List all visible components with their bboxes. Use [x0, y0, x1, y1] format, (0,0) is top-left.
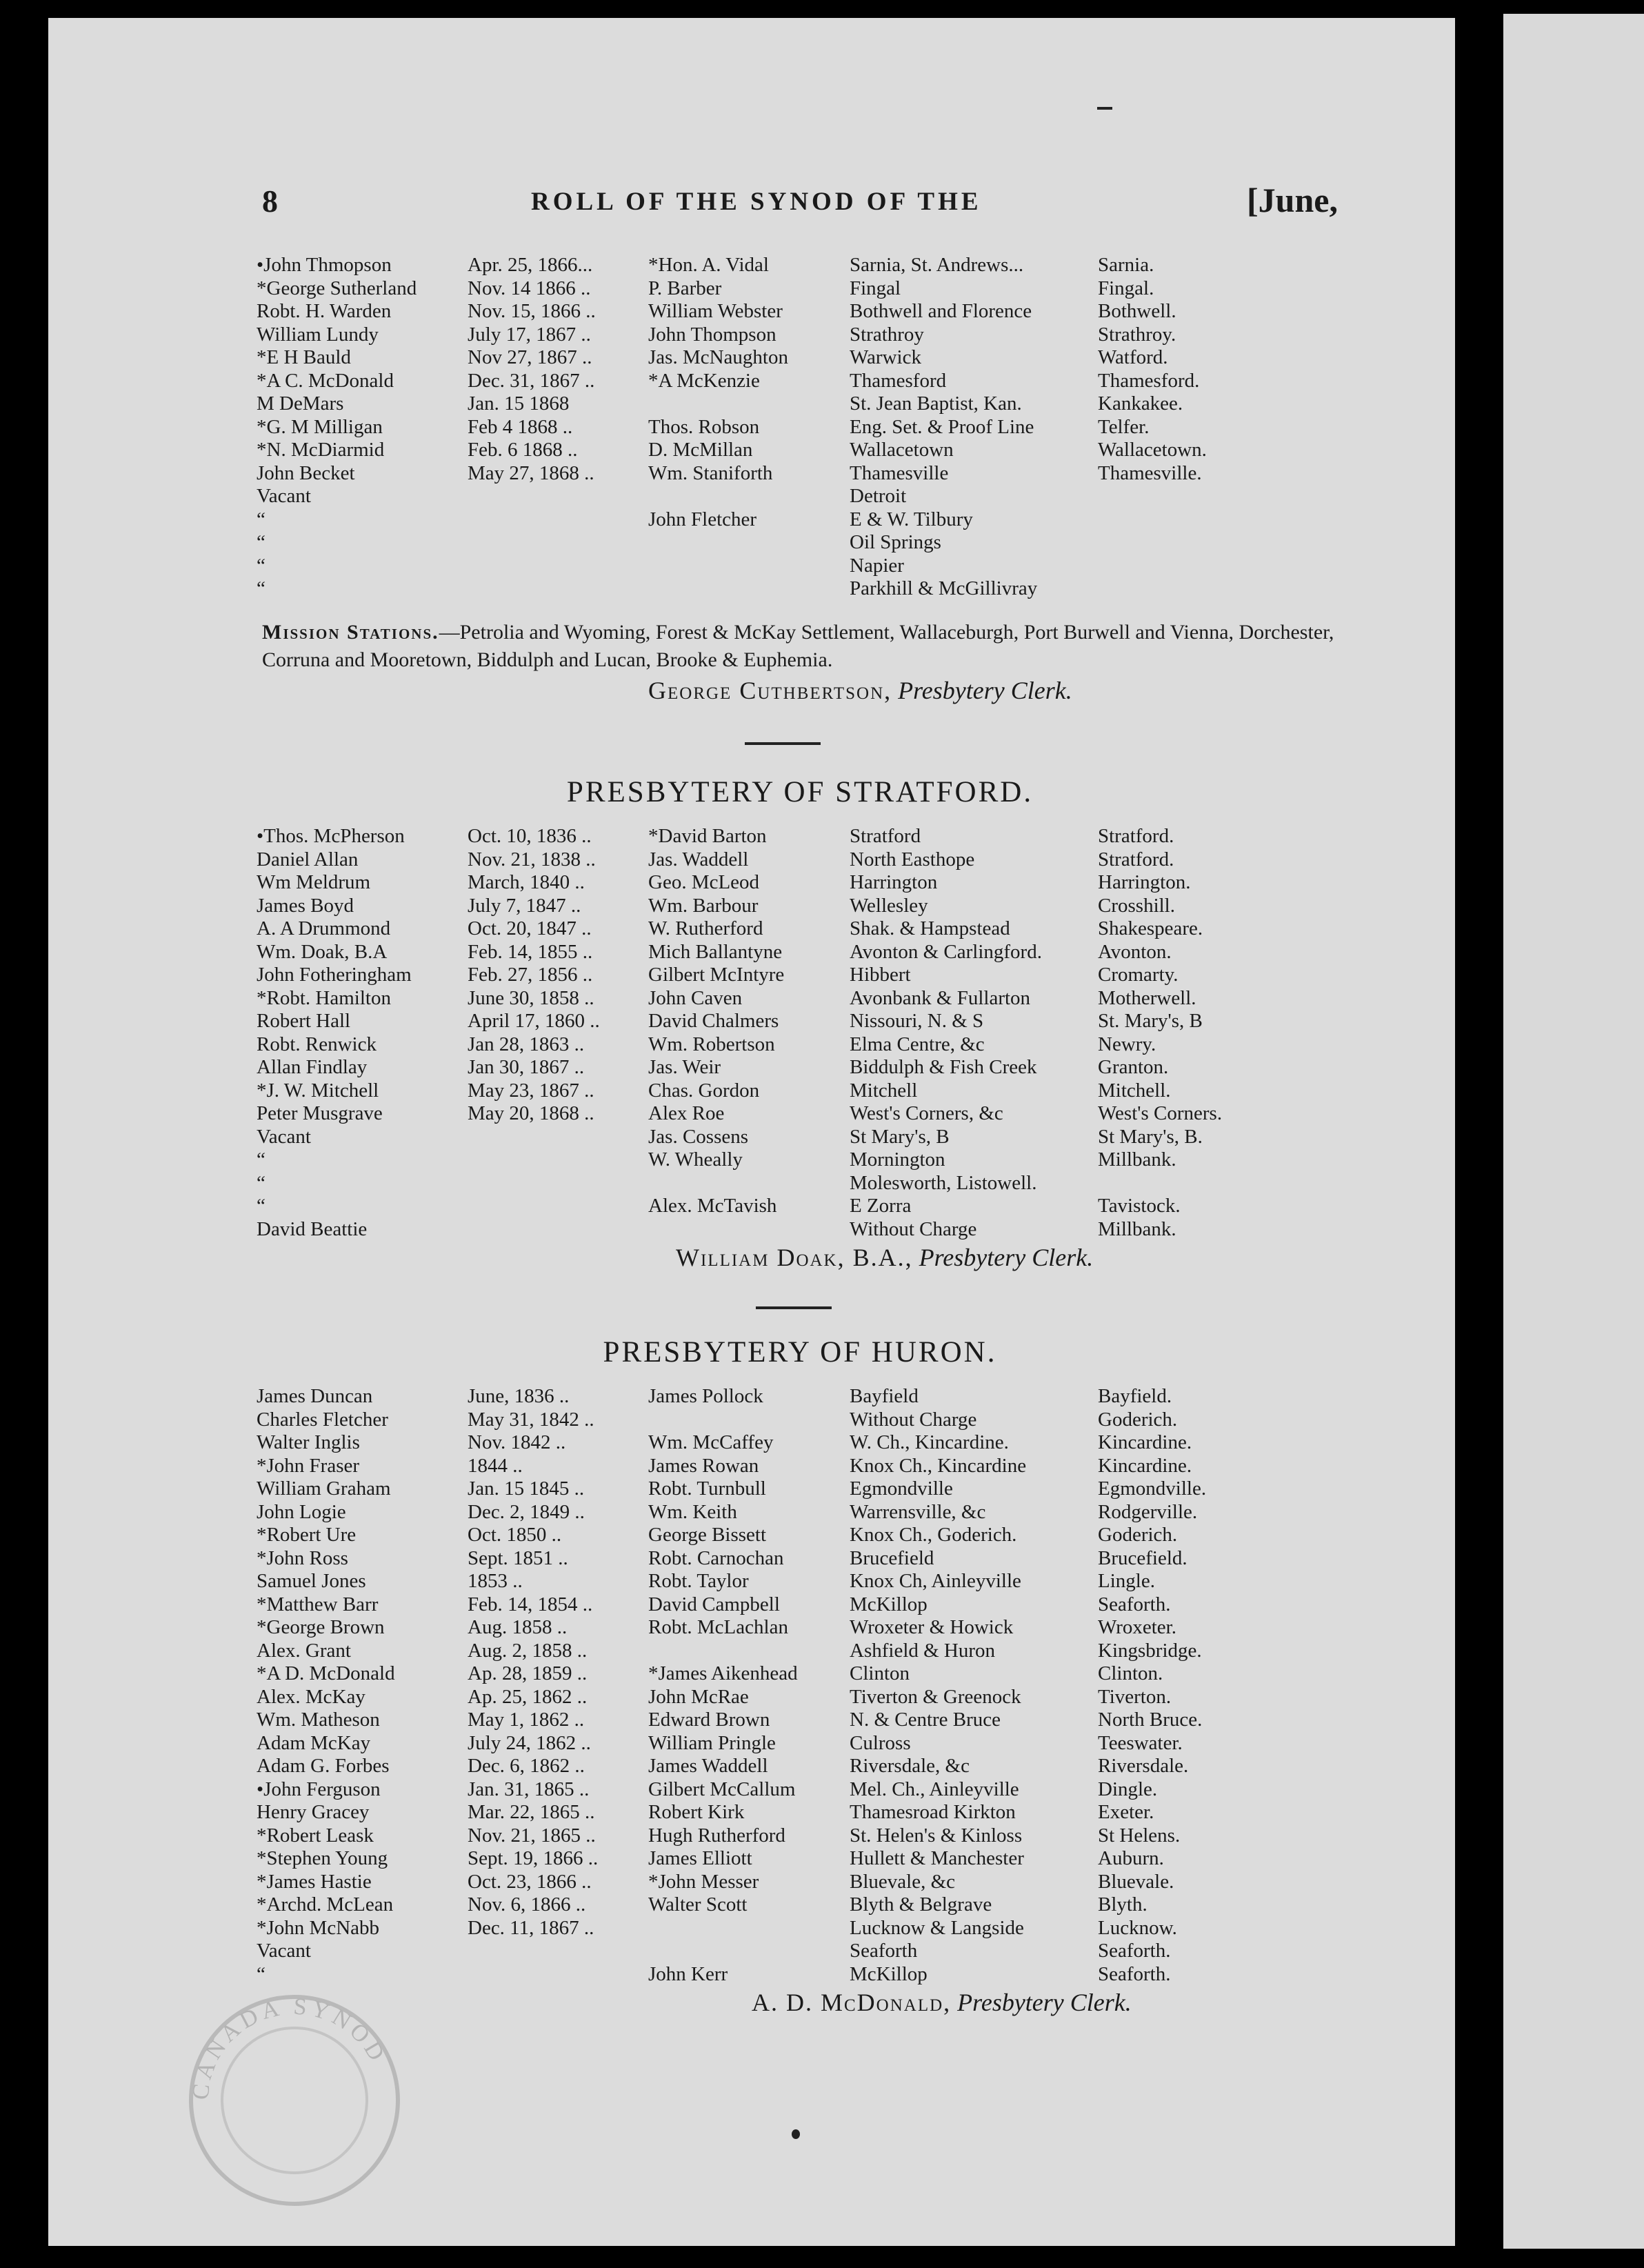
induction-date: Sept. 19, 1866 .. [468, 1847, 599, 1869]
induction-date: Nov. 21, 1865 .. [468, 1824, 596, 1847]
post-office: Strathroy. [1098, 323, 1176, 346]
post-office: Tavistock. [1098, 1195, 1181, 1217]
induction-date: Feb. 6 1868 .. [468, 439, 578, 461]
elder-name: *James Aikenhead [648, 1662, 798, 1684]
induction-date: Mar. 22, 1865 .. [468, 1801, 595, 1823]
stratford-title: PRESBYTERY OF STRATFORD. [566, 776, 1034, 808]
post-office: Tiverton. [1098, 1685, 1172, 1708]
post-office: Riversdale. [1098, 1755, 1189, 1777]
elder-name: William Webster [648, 300, 783, 322]
minister-name: *Archd. McLean [257, 1893, 394, 1916]
minister-name: Alex. McKay [257, 1685, 365, 1708]
stamp-text: CANADA SYNOD [188, 1993, 392, 2101]
charge: E Zorra [850, 1195, 912, 1217]
minister-name: •Thos. McPherson [257, 825, 405, 847]
minister-name: *A C. McDonald [257, 369, 394, 392]
charge: Sarnia, St. Andrews... [850, 254, 1024, 276]
charge: Wallacetown [850, 439, 954, 461]
elder-name: *David Barton [648, 825, 767, 847]
post-office: Bluevale. [1098, 1870, 1174, 1893]
induction-date: March, 1840 .. [468, 871, 585, 893]
post-office: West's Corners. [1098, 1102, 1223, 1124]
page-header [262, 183, 1338, 224]
post-office: Clinton. [1098, 1662, 1163, 1684]
minister-name: Wm. Matheson [257, 1709, 380, 1731]
minister-name: *A D. McDonald [257, 1662, 395, 1684]
minister-name: *George Sutherland [257, 277, 417, 299]
minister-name: *John Fraser [257, 1454, 360, 1477]
charge: Egmondville [850, 1478, 953, 1500]
post-office: Blyth. [1098, 1893, 1147, 1916]
post-office: Lingle. [1098, 1570, 1155, 1592]
page-mark [792, 2129, 800, 2139]
post-office: Millbank. [1098, 1217, 1176, 1240]
elder-name: David Chalmers [648, 1010, 779, 1032]
post-office: Goderich. [1098, 1524, 1178, 1546]
clerk-signature-stratford [676, 1243, 1093, 1272]
post-office: Fingal. [1098, 277, 1154, 299]
elder-name: Thos. Robson [648, 415, 760, 438]
elder-name: William Pringle [648, 1731, 776, 1754]
elder-name: Walter Scott [648, 1893, 748, 1916]
induction-date: July 7, 1847 .. [468, 894, 581, 917]
induction-date: Oct. 10, 1836 .. [468, 825, 592, 847]
elder-name: Hugh Rutherford [648, 1824, 785, 1847]
clerk-signature-huron [752, 1988, 1132, 2017]
post-office: Thamesville. [1098, 461, 1202, 484]
post-office: Stratford. [1098, 848, 1174, 871]
charge: Harrington [850, 871, 938, 893]
elder-name: Wm. Staniforth [648, 461, 773, 484]
induction-date: Nov. 15, 1866 .. [468, 300, 596, 322]
induction-date: Oct. 1850 .. [468, 1524, 562, 1546]
charge: Warrensville, &c [850, 1500, 986, 1523]
charge: Avonbank & Fullarton [850, 986, 1031, 1009]
elder-name: John Kerr [648, 1962, 728, 1985]
charge: Hullett & Manchester [850, 1847, 1024, 1869]
charge: St. Jean Baptist, Kan. [850, 392, 1022, 415]
minister-name: *J. W. Mitchell [257, 1079, 379, 1102]
elder-name: Wm. Keith [648, 1500, 737, 1523]
elder-name: Gilbert McCallum [648, 1778, 796, 1800]
charge: West's Corners, &c [850, 1102, 1003, 1124]
minister-name: *Robert Ure [257, 1524, 357, 1546]
elder-name: P. Barber [648, 277, 722, 299]
elder-name: Alex. McTavish [648, 1195, 777, 1217]
post-office: Goderich. [1098, 1408, 1178, 1431]
charge: Thamesville [850, 461, 949, 484]
elder-name: John Thompson [648, 323, 776, 346]
elder-name: *Hon. A. Vidal [648, 254, 769, 276]
post-office: Kincardine. [1098, 1431, 1192, 1453]
elder-name: Robt. Turnbull [648, 1478, 766, 1500]
elder-name: Alex Roe [648, 1102, 725, 1124]
charge: Without Charge [850, 1217, 977, 1240]
minister-name: Vacant [257, 485, 311, 507]
minister-name: *Robt. Hamilton [257, 986, 391, 1009]
post-office: Brucefield. [1098, 1546, 1187, 1569]
post-office: Harrington. [1098, 871, 1191, 893]
induction-date: Sept. 1851 .. [468, 1546, 568, 1569]
post-office: Newry. [1098, 1033, 1156, 1055]
charge: Ashfield & Huron [850, 1639, 996, 1662]
charge: Brucefield [850, 1546, 934, 1569]
charge: Nissouri, N. & S [850, 1010, 984, 1032]
induction-date: Dec. 6, 1862 .. [468, 1755, 585, 1777]
minister-name: Alex. Grant [257, 1639, 351, 1662]
minister-name: *G. M Milligan [257, 415, 383, 438]
charge: Lucknow & Langside [850, 1916, 1024, 1939]
minister-name: David Beattie [257, 1217, 368, 1240]
post-office: Seaforth. [1098, 1940, 1171, 1962]
charge: W. Ch., Kincardine. [850, 1431, 1009, 1453]
section-divider [745, 742, 821, 745]
charge: Fingal [850, 277, 901, 299]
induction-date: May 27, 1868 .. [468, 461, 594, 484]
charge: Napier [850, 554, 904, 577]
charge: Oil Springs [850, 531, 941, 553]
minister-name: Samuel Jones [257, 1570, 366, 1592]
charge: Warwick [850, 346, 921, 368]
charge: Thamesford [850, 369, 947, 392]
charge: Molesworth, Listowell. [850, 1171, 1037, 1194]
induction-date: Aug. 2, 1858 .. [468, 1639, 588, 1662]
post-office: Auburn. [1098, 1847, 1164, 1869]
charge: Wroxeter & Howick [850, 1616, 1014, 1638]
elder-name: Edward Brown [648, 1709, 770, 1731]
induction-date: Oct. 23, 1866 .. [468, 1870, 592, 1893]
minister-name: M DeMars [257, 392, 344, 415]
minister-name: *John McNabb [257, 1916, 380, 1939]
post-office: Avonton. [1098, 940, 1172, 963]
clerk-title: Presbytery Clerk. [919, 1244, 1094, 1271]
elder-name: Jas. Cossens [648, 1125, 749, 1148]
minister-name: Robt. Renwick [257, 1033, 377, 1055]
post-office: St Helens. [1098, 1824, 1181, 1847]
induction-date: Feb. 27, 1856 .. [468, 964, 593, 986]
minister-name: Robert Hall [257, 1010, 351, 1032]
minister-name: *N. McDiarmid [257, 439, 385, 461]
minister-name: “ [257, 577, 265, 599]
elder-name: Robt. Carnochan [648, 1546, 784, 1569]
elder-name: Geo. McLeod [648, 871, 760, 893]
minister-name: “ [257, 554, 265, 577]
minister-name: *E H Bauld [257, 346, 351, 368]
post-office: Sarnia. [1098, 254, 1154, 276]
minister-name: Robt. H. Warden [257, 300, 392, 322]
mission-stations [262, 619, 1338, 674]
post-office: Telfer. [1098, 415, 1150, 438]
minister-name: Charles Fletcher [257, 1408, 388, 1431]
induction-date: Aug. 1858 .. [468, 1616, 568, 1638]
charge: McKillop [850, 1593, 928, 1615]
post-office: Dingle. [1098, 1778, 1158, 1800]
huron-title: PRESBYTERY OF HURON. [603, 1336, 997, 1369]
charge: Eng. Set. & Proof Line [850, 415, 1034, 438]
induction-date: April 17, 1860 .. [468, 1010, 600, 1032]
induction-date: Jan. 31, 1865 .. [468, 1778, 590, 1800]
post-office: Mitchell. [1098, 1079, 1171, 1102]
induction-date: Feb. 14, 1854 .. [468, 1593, 593, 1615]
elder-name: John Fletcher [648, 508, 757, 530]
post-office: Teeswater. [1098, 1731, 1183, 1754]
charge: Bluevale, &c [850, 1870, 956, 1893]
charge: Strathroy [850, 323, 924, 346]
minister-name: “ [257, 508, 265, 530]
charge: Knox Ch, Ainleyville [850, 1570, 1021, 1592]
elder-name: Jas. Weir [648, 1056, 721, 1078]
charge: N. & Centre Bruce [850, 1709, 1001, 1731]
elder-name: Robt. McLachlan [648, 1616, 788, 1638]
minister-name: “ [257, 531, 265, 553]
post-office: Thamesford. [1098, 369, 1200, 392]
induction-date: Ap. 28, 1859 .. [468, 1662, 588, 1684]
clerk-name: A. D. McDonald, [752, 1989, 952, 2016]
charge: Elma Centre, &c [850, 1033, 985, 1055]
minister-name: *Stephen Young [257, 1847, 388, 1869]
post-office: Bayfield. [1098, 1385, 1172, 1407]
charge: E & W. Tilbury [850, 508, 973, 530]
minister-name: William Lundy [257, 323, 379, 346]
charge: Knox Ch., Goderich. [850, 1524, 1017, 1546]
top-dash [1097, 107, 1112, 110]
post-office: Seaforth. [1098, 1593, 1171, 1615]
induction-date: May 23, 1867 .. [468, 1079, 594, 1102]
induction-date: Jan 30, 1867 .. [468, 1056, 585, 1078]
elder-name: Chas. Gordon [648, 1079, 760, 1102]
minister-name: *James Hastie [257, 1870, 372, 1893]
minister-name: “ [257, 1171, 265, 1194]
induction-date: Jan. 15 1845 .. [468, 1478, 585, 1500]
induction-date: Nov 27, 1867 .. [468, 346, 592, 368]
post-office: Stratford. [1098, 825, 1174, 847]
minister-name: *George Brown [257, 1616, 385, 1638]
charge: North Easthope [850, 848, 975, 871]
induction-date: Nov. 6, 1866 .. [468, 1893, 586, 1916]
minister-name: Adam McKay [257, 1731, 371, 1754]
elder-name: W. Wheally [648, 1148, 743, 1171]
minister-name: James Duncan [257, 1385, 373, 1407]
charge: Culross [850, 1731, 911, 1754]
minister-name: “ [257, 1195, 265, 1217]
charge: Shak. & Hampstead [850, 917, 1010, 939]
elder-name: Robt. Taylor [648, 1570, 749, 1592]
charge: Avonton & Carlingford. [850, 940, 1042, 963]
minister-name: Walter Inglis [257, 1431, 360, 1453]
minister-name: *John Ross [257, 1546, 348, 1569]
induction-date: May 20, 1868 .. [468, 1102, 594, 1124]
post-office: Shakespeare. [1098, 917, 1203, 939]
post-office: Lucknow. [1098, 1916, 1177, 1939]
induction-date: 1853 .. [468, 1570, 523, 1592]
post-office: Millbank. [1098, 1148, 1176, 1171]
minister-name: “ [257, 1962, 265, 1985]
charge: St. Helen's & Kinloss [850, 1824, 1023, 1847]
elder-name: Robert Kirk [648, 1801, 745, 1823]
clerk-signature-1 [648, 676, 1072, 705]
elder-name: James Rowan [648, 1454, 759, 1477]
post-office: Egmondville. [1098, 1478, 1207, 1500]
minister-name: •John Ferguson [257, 1778, 381, 1800]
svg-text:CANADA SYNOD [188, 1993, 391, 2100]
charge: Bayfield [850, 1385, 919, 1407]
induction-date: July 24, 1862 .. [468, 1731, 591, 1754]
post-office: North Bruce. [1098, 1709, 1203, 1731]
induction-date: Dec. 2, 1849 .. [468, 1500, 585, 1523]
induction-date: 1844 .. [468, 1454, 523, 1477]
induction-date: July 17, 1867 .. [468, 323, 591, 346]
post-office: Granton. [1098, 1056, 1169, 1078]
charge: Without Charge [850, 1408, 977, 1431]
post-office: Kingsbridge. [1098, 1639, 1202, 1662]
induction-date: Ap. 25, 1862 .. [468, 1685, 588, 1708]
post-office: Wroxeter. [1098, 1616, 1176, 1638]
charge: Clinton [850, 1662, 910, 1684]
induction-date: Nov. 21, 1838 .. [468, 848, 596, 871]
post-office: Kincardine. [1098, 1454, 1192, 1477]
induction-date: Dec. 31, 1867 .. [468, 369, 595, 392]
post-office: Rodgerville. [1098, 1500, 1198, 1523]
minister-name: William Graham [257, 1478, 391, 1500]
minister-name: James Boyd [257, 894, 354, 917]
induction-date: May 1, 1862 .. [468, 1709, 585, 1731]
induction-date: May 31, 1842 .. [468, 1408, 594, 1431]
minister-name: *Robert Leask [257, 1824, 374, 1847]
elder-name: John Caven [648, 986, 743, 1009]
elder-name: Gilbert McIntyre [648, 964, 785, 986]
section-divider [756, 1306, 832, 1309]
minister-name: Wm Meldrum [257, 871, 371, 893]
post-office: Motherwell. [1098, 986, 1196, 1009]
charge: Stratford [850, 825, 921, 847]
post-office: St Mary's, B. [1098, 1125, 1203, 1148]
clerk-name: William Doak, B.A., [676, 1244, 913, 1271]
elder-name: Wm. Robertson [648, 1033, 775, 1055]
charge: Knox Ch., Kincardine [850, 1454, 1027, 1477]
charge: Blyth & Belgrave [850, 1893, 992, 1916]
elder-name: Jas. Waddell [648, 848, 749, 871]
elder-name: Mich Ballantyne [648, 940, 783, 963]
minister-name: “ [257, 1148, 265, 1171]
elder-name: W. Rutherford [648, 917, 763, 939]
elder-name: Jas. McNaughton [648, 346, 788, 368]
library-stamp [181, 1987, 408, 2214]
induction-date: Feb 4 1868 .. [468, 415, 573, 438]
charge: Thamesroad Kirkton [850, 1801, 1016, 1823]
elder-name: *A McKenzie [648, 369, 760, 392]
minister-name: *Matthew Barr [257, 1593, 379, 1615]
induction-date: Jan 28, 1863 .. [468, 1033, 585, 1055]
month-label: [June, [1247, 181, 1338, 219]
post-office: Seaforth. [1098, 1962, 1171, 1985]
charge: Riversdale, &c [850, 1755, 970, 1777]
post-office: Cromarty. [1098, 964, 1179, 986]
post-office: Crosshill. [1098, 894, 1175, 917]
minister-name: Peter Musgrave [257, 1102, 383, 1124]
elder-name: John McRae [648, 1685, 749, 1708]
minister-name: A. A Drummond [257, 917, 391, 939]
induction-date: Dec. 11, 1867 .. [468, 1916, 594, 1939]
mission-stations-label: Mission Stations. [262, 621, 439, 644]
induction-date: June 30, 1858 .. [468, 986, 594, 1009]
charge: Hibbert [850, 964, 911, 986]
minister-name: John Becket [257, 461, 355, 484]
induction-date: Jan. 15 1868 [468, 392, 570, 415]
minister-name: Wm. Doak, B.A [257, 940, 388, 963]
running-title: ROLL OF THE SYNOD OF THE [531, 188, 982, 216]
charge: Seaforth [850, 1940, 918, 1962]
charge: Tiverton & Greenock [850, 1685, 1021, 1708]
charge: Mornington [850, 1148, 945, 1171]
elder-name: James Pollock [648, 1385, 763, 1407]
page-number: 8 [262, 183, 278, 219]
post-office: Kankakee. [1098, 392, 1183, 415]
induction-date: June, 1836 .. [468, 1385, 570, 1407]
minister-name: Henry Gracey [257, 1801, 370, 1823]
minister-name: Vacant [257, 1125, 311, 1148]
charge: Bothwell and Florence [850, 300, 1032, 322]
mission-stations-text: —Petrolia and Wyoming, Forest & McKay Settlement, Wallaceburgh, Port Burwell and Vienna, Dorchester, Corruna and Mooretown, Biddulph and Lucan, Brooke & Euphemia. [262, 621, 1334, 671]
post-office: Exeter. [1098, 1801, 1154, 1823]
charge: Mel. Ch., Ainleyville [850, 1778, 1019, 1800]
minister-name: Allan Findlay [257, 1056, 368, 1078]
adjacent-page-edge [1503, 14, 1644, 2249]
induction-date: Nov. 14 1866 .. [468, 277, 591, 299]
charge: St Mary's, B [850, 1125, 950, 1148]
minister-name: Daniel Allan [257, 848, 359, 871]
post-office: Wallacetown. [1098, 439, 1207, 461]
elder-name: D. McMillan [648, 439, 753, 461]
clerk-title: Presbytery Clerk. [898, 677, 1072, 704]
charge: Parkhill & McGillivray [850, 577, 1038, 599]
elder-name: Wm. McCaffey [648, 1431, 774, 1453]
induction-date: Oct. 20, 1847 .. [468, 917, 592, 939]
charge: Biddulph & Fish Creek [850, 1056, 1037, 1078]
minister-name: John Fotheringham [257, 964, 412, 986]
charge: Detroit [850, 485, 907, 507]
induction-date: Feb. 14, 1855 .. [468, 940, 593, 963]
elder-name: George Bissett [648, 1524, 767, 1546]
minister-name: Vacant [257, 1940, 311, 1962]
minister-name: •John Thmopson [257, 254, 392, 276]
minister-name: Adam G. Forbes [257, 1755, 390, 1777]
clerk-name: George Cuthbertson, [648, 677, 892, 704]
post-office: Bothwell. [1098, 300, 1176, 322]
elder-name: James Waddell [648, 1755, 768, 1777]
charge: Mitchell [850, 1079, 918, 1102]
induction-date: Apr. 25, 1866... [468, 254, 593, 276]
elder-name: James Elliott [648, 1847, 752, 1869]
post-office: Watford. [1098, 346, 1168, 368]
elder-name: *John Messer [648, 1870, 759, 1893]
post-office: St. Mary's, B [1098, 1010, 1203, 1032]
elder-name: Wm. Barbour [648, 894, 759, 917]
clerk-title: Presbytery Clerk. [957, 1989, 1132, 2016]
charge: Wellesley [850, 894, 928, 917]
minister-name: John Logie [257, 1500, 346, 1523]
elder-name: David Campbell [648, 1593, 780, 1615]
charge: McKillop [850, 1962, 928, 1985]
induction-date: Nov. 1842 .. [468, 1431, 566, 1453]
